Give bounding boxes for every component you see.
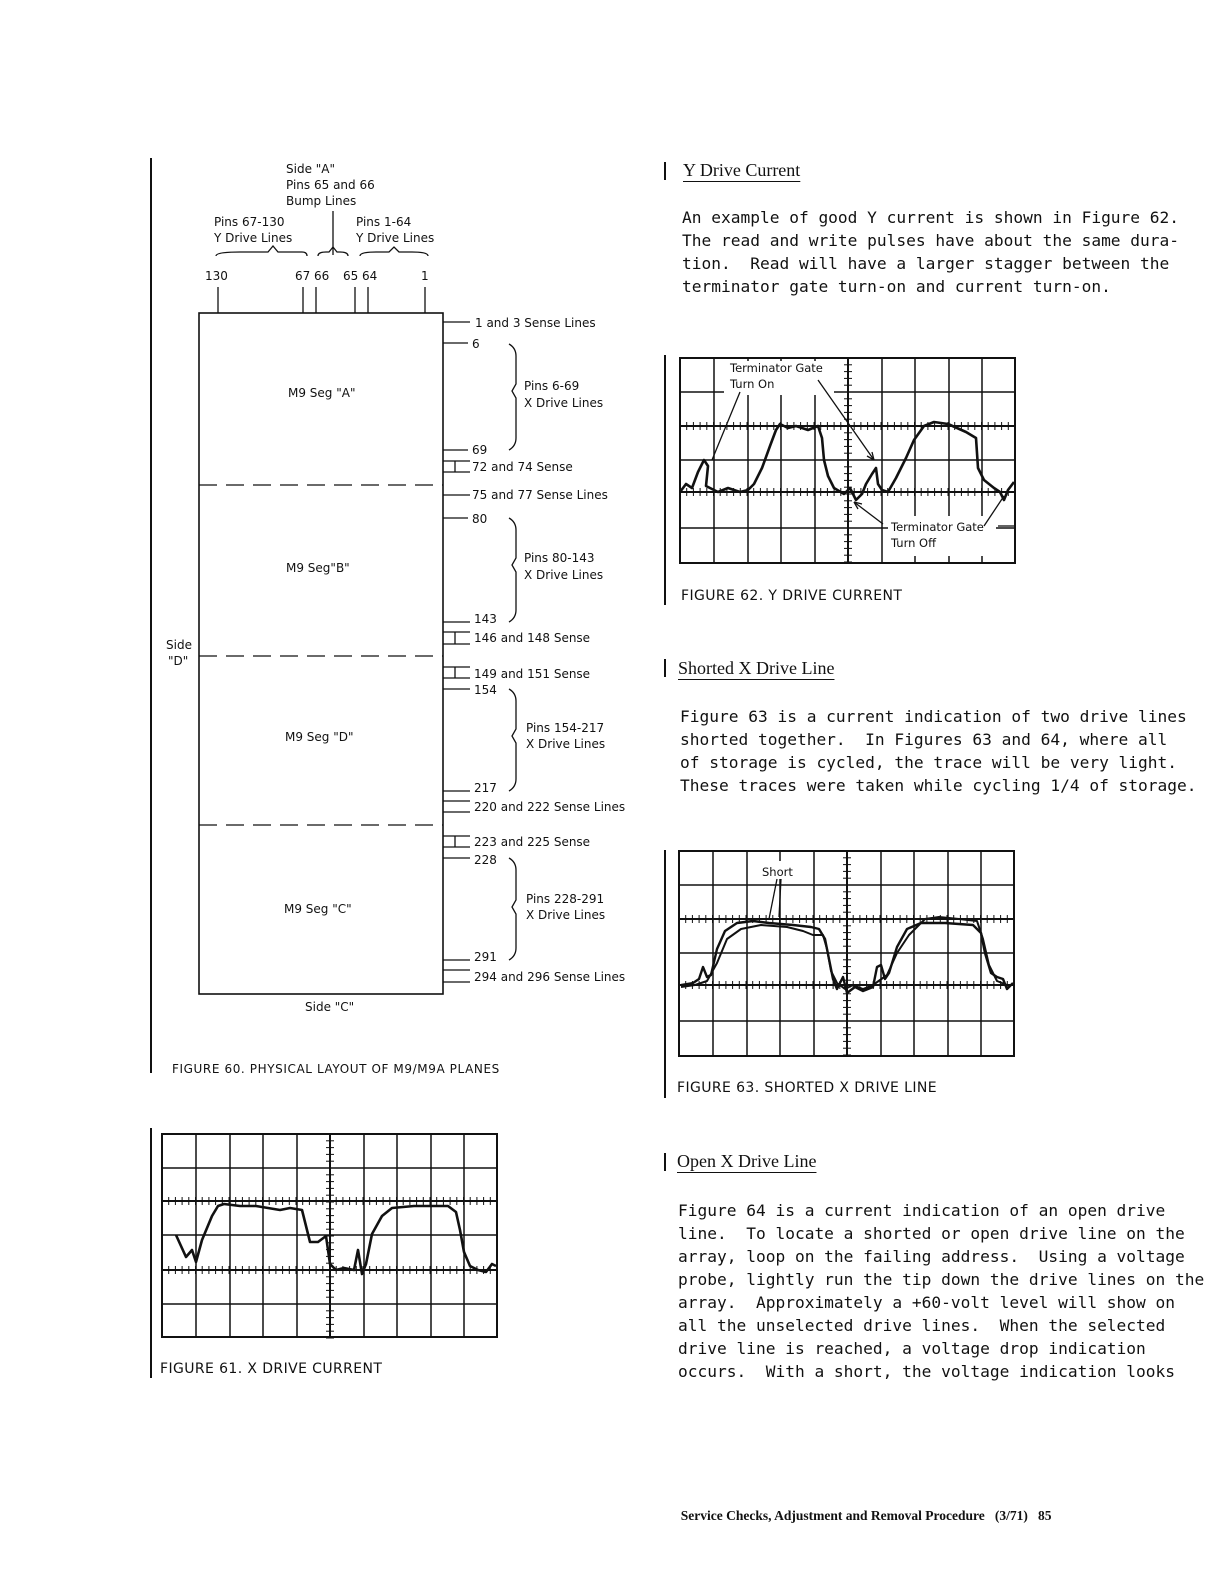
- paragraph-y-drive: [682, 206, 1179, 298]
- trace-x-drive-current: [176, 1204, 496, 1274]
- seg-a-start-pin: 6: [472, 337, 480, 351]
- change-bar-open: [664, 1153, 666, 1171]
- segment-c-label: M9 Seg "C": [284, 902, 352, 916]
- y-right-lines-label: Y Drive Lines: [356, 231, 435, 245]
- side-a-pins-label: Pins 65 and 66: [286, 178, 375, 192]
- pin-number-65: 65: [343, 269, 359, 283]
- figure-61-caption: FIGURE 61. X DRIVE CURRENT: [160, 1361, 383, 1377]
- open-line-2: line. To locate a shorted or open drive line on the: [678, 1224, 1185, 1243]
- side-d-label-2: "D": [168, 654, 189, 668]
- seg-a-drive: X Drive Lines: [524, 396, 604, 410]
- seg-a-sense-top: 1 and 3 Sense Lines: [475, 316, 596, 330]
- seg-d-sense-top: 149 and 151 Sense: [474, 667, 591, 681]
- footer-date: (3/71): [994, 1508, 1028, 1523]
- scope-grid: [679, 851, 1014, 1056]
- pin-number-66: 66: [314, 269, 330, 283]
- shorted-line-3: of storage is cycled, the trace will be very light.: [680, 753, 1178, 772]
- seg-a-sense-bottom: 72 and 74 Sense: [472, 460, 573, 474]
- seg-c-drive: X Drive Lines: [526, 908, 606, 922]
- y-right-pins-label: Pins 1-64: [356, 215, 412, 229]
- scope-grid: [162, 1134, 497, 1338]
- plane-outline: [199, 313, 443, 994]
- open-line-5: array. Approximately a +60-volt level will show on: [678, 1293, 1176, 1312]
- seg-d-end-pin: 217: [474, 781, 497, 795]
- label-short: Short: [762, 865, 793, 879]
- change-bar-figure62: [664, 355, 666, 605]
- seg-d-pins: Pins 154-217: [526, 721, 605, 735]
- footer: [674, 1492, 1051, 1524]
- footer-title: Service Checks, Adjustment and Removal Procedure: [680, 1508, 985, 1523]
- heading-y-drive-current: Y Drive Current: [683, 160, 801, 180]
- seg-d-start-pin: 154: [474, 683, 497, 697]
- y-drive-line-3: tion. Read will have a larger stagger between the: [682, 254, 1170, 273]
- y-drive-line-4: terminator gate turn-on and current turn-on.: [682, 277, 1111, 296]
- segment-d-label: M9 Seg "D": [285, 730, 354, 744]
- heading-open-x-drive-line: Open X Drive Line: [677, 1151, 817, 1171]
- y-left-pins-label: Pins 67-130: [214, 215, 285, 229]
- seg-b-start-pin: 80: [472, 512, 488, 526]
- seg-a-pins: Pins 6-69: [524, 379, 580, 393]
- open-line-4: probe, lightly run the tip down the drive lines on the: [678, 1270, 1205, 1289]
- figure-60-diagram: [150, 150, 640, 1080]
- seg-c-sense-top: 223 and 225 Sense: [474, 835, 591, 849]
- side-a-label: Side "A": [286, 162, 336, 176]
- y-drive-line-2: The read and write pulses have about the same dura-: [682, 231, 1180, 250]
- open-line-6: all the unselected drive lines. When the selected: [678, 1316, 1166, 1335]
- shorted-line-4: These traces were taken while cycling 1/4 of storage.: [680, 776, 1197, 795]
- label-terminator-on-2: Turn On: [730, 377, 775, 391]
- pin-number-64: 64: [362, 269, 378, 283]
- side-a-bump-label: Bump Lines: [286, 194, 357, 208]
- figure-61-scope: [160, 1132, 500, 1340]
- seg-c-pins: Pins 228-291: [526, 892, 605, 906]
- open-line-1: Figure 64 is a current indication of an open drive: [678, 1201, 1166, 1220]
- open-line-7: drive line is reached, a voltage drop indication: [678, 1339, 1146, 1358]
- label-terminator-off-2: Turn Off: [891, 536, 937, 550]
- pin-number-130: 130: [205, 269, 228, 283]
- seg-b-pins: Pins 80-143: [524, 551, 595, 565]
- paragraph-open: [678, 1199, 1204, 1383]
- figure-62-caption: FIGURE 62. Y DRIVE CURRENT: [681, 588, 903, 604]
- seg-d-drive: X Drive Lines: [526, 737, 606, 751]
- seg-c-sense-bottom: 294 and 296 Sense Lines: [474, 970, 626, 984]
- open-line-3: array, loop on the failing address. Using a voltage: [678, 1247, 1185, 1266]
- seg-c-start-pin: 228: [474, 853, 497, 867]
- shorted-line-2: shorted together. In Figures 63 and 64, where all: [680, 730, 1168, 749]
- change-bar-shorted: [664, 659, 666, 677]
- seg-b-end-pin: 143: [474, 612, 497, 626]
- change-bar-figure63: [664, 850, 666, 1098]
- segment-b-label: M9 Seg"B": [286, 561, 350, 575]
- heading-shorted-x-drive-line: Shorted X Drive Line: [678, 658, 835, 678]
- y-left-lines-label: Y Drive Lines: [214, 231, 293, 245]
- seg-b-sense-bottom: 146 and 148 Sense: [474, 631, 591, 645]
- side-d-label: Side: [166, 638, 192, 652]
- paragraph-shorted: [680, 705, 1197, 797]
- y-right-brace: [360, 247, 428, 256]
- seg-b-drive: X Drive Lines: [524, 568, 604, 582]
- change-bar-y-drive: [664, 162, 666, 180]
- pin-number-67: 67: [295, 269, 311, 283]
- y-drive-line-1: An example of good Y current is shown in Figure 62.: [682, 208, 1180, 227]
- y-left-brace: [216, 246, 307, 256]
- figure-63-caption: FIGURE 63. SHORTED X DRIVE LINE: [677, 1080, 937, 1096]
- open-line-8: occurs. With a short, the voltage indication looks: [678, 1362, 1176, 1381]
- seg-b-sense-top: 75 and 77 Sense Lines: [472, 488, 608, 502]
- pin-number-1: 1: [421, 269, 429, 283]
- change-bar-figure61: [150, 1128, 152, 1378]
- side-c-label: Side "C": [305, 1000, 355, 1014]
- page-number: 85: [1037, 1508, 1052, 1523]
- segment-a-label: M9 Seg "A": [288, 386, 356, 400]
- figure-60-caption: FIGURE 60. PHYSICAL LAYOUT OF M9/M9A PLANES: [172, 1062, 500, 1076]
- seg-d-sense-bottom: 220 and 222 Sense Lines: [474, 800, 626, 814]
- seg-c-end-pin: 291: [474, 950, 497, 964]
- label-terminator-off-1: Terminator Gate: [891, 520, 984, 534]
- figure-63-scope: [677, 849, 1017, 1059]
- seg-a-end-pin: 69: [472, 443, 488, 457]
- label-terminator-on-1: Terminator Gate: [730, 361, 823, 375]
- figure-62-scope: [678, 356, 1018, 566]
- shorted-line-1: Figure 63 is a current indication of two drive lines: [680, 707, 1187, 726]
